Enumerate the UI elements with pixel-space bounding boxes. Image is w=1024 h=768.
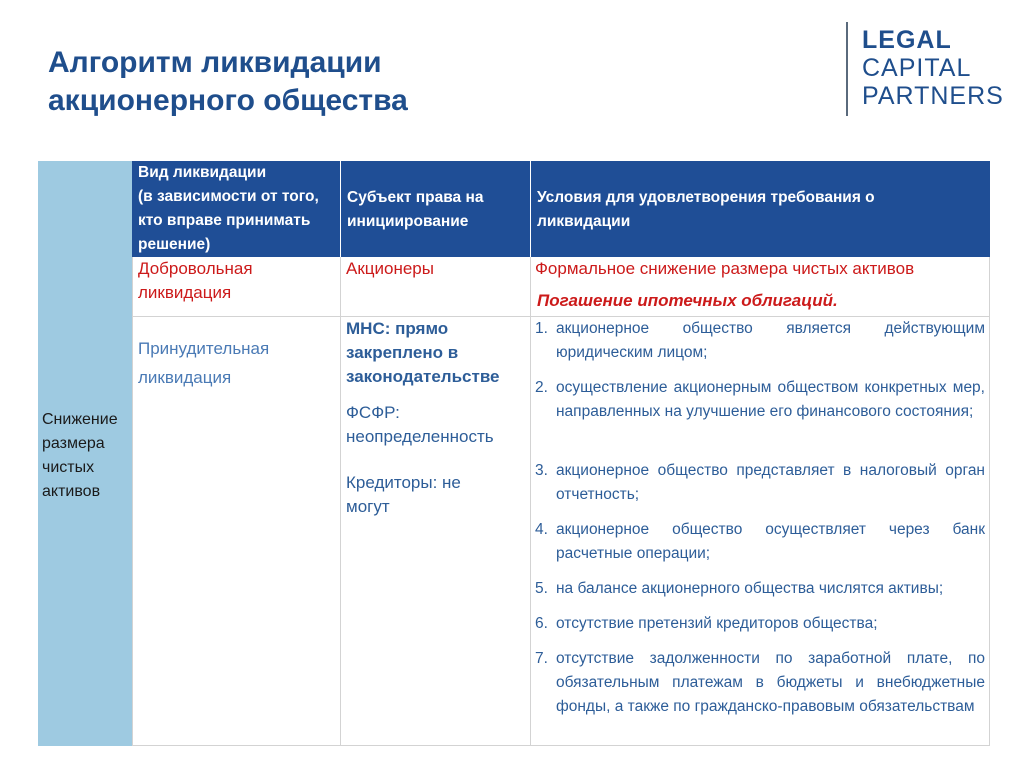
header-col3-line1: Условия для удовлетворения требования о: [537, 189, 875, 206]
header-initiator: [340, 161, 530, 257]
slide-title-line2: акционерного общества: [48, 84, 408, 117]
side-label-line1: Снижение: [42, 411, 118, 428]
liquidation-table: [38, 161, 990, 746]
company-logo: [846, 22, 1004, 116]
header-col3-line2: ликвидации: [537, 213, 631, 230]
row1-condition-cell: [530, 257, 990, 317]
creditors-subject: [346, 471, 461, 519]
list-item-text: осуществление акционерным обществом конкретных мер, направленных на улучшение его финансового состояния;: [556, 379, 985, 420]
header-conditions: [530, 161, 990, 257]
mns-subject: [346, 317, 500, 389]
row2-type-cell: [132, 317, 341, 746]
list-item-text: акционерное общество представляет в налоговый орган отчетность;: [556, 462, 985, 503]
row2-type-line1: Принудительная: [138, 339, 270, 358]
fsfr-line1: ФСФР:: [346, 403, 400, 422]
header-col1-line1: Вид ликвидации: [138, 164, 267, 181]
side-label: [42, 408, 130, 504]
fsfr-subject: [346, 401, 494, 449]
list-item-text: акционерное общество осуществляет через банк расчетные операции;: [556, 521, 985, 562]
row1-type-line2: ликвидация: [138, 283, 232, 302]
row1-type-cell: [132, 257, 341, 317]
list-item-number: 7.: [535, 650, 548, 667]
fsfr-line2: неопределенность: [346, 427, 494, 446]
row2-subject-cell: [340, 317, 531, 746]
creditors-line2: могут: [346, 497, 390, 516]
row1-type-line1: Добровольная: [138, 259, 253, 278]
list-item-number: 2.: [535, 379, 548, 396]
header-col2-line1: Субъект права на: [347, 189, 484, 206]
side-column: [38, 161, 133, 746]
logo-line1: LEGAL: [862, 26, 952, 54]
header-liquidation-type: [132, 161, 340, 257]
side-label-line2: размера: [42, 435, 105, 452]
row2-type-line2: ликвидация: [138, 368, 232, 387]
mns-line1: МНС: прямо: [346, 319, 449, 338]
list-item-number: 3.: [535, 462, 548, 479]
list-item-text: отсутствие претензий кредиторов общества;: [556, 615, 878, 632]
logo-line3: PARTNERS: [862, 82, 1004, 110]
creditors-line1: Кредиторы: не: [346, 473, 461, 492]
row1-subject-cell: [340, 257, 531, 317]
slide-title-line1: Алгоритм ликвидации: [48, 46, 382, 79]
side-label-line4: активов: [42, 483, 101, 500]
list-item: [535, 518, 985, 566]
mns-line3: законодательстве: [346, 367, 500, 386]
header-col1-line3: кто вправе принимать: [138, 212, 311, 229]
row1-subject: Акционеры: [346, 259, 434, 278]
list-item-number: 4.: [535, 521, 548, 538]
list-item: [535, 459, 985, 507]
logo-line2: CAPITAL: [862, 54, 972, 82]
header-col2-line2: инициирование: [347, 213, 469, 230]
list-item: [535, 376, 985, 424]
header-col1-line2: (в зависимости от того,: [138, 188, 319, 205]
header-col1-line4: решение): [138, 236, 211, 253]
row1-condition-line1: Формальное снижение размера чистых активов: [535, 259, 915, 278]
row2-conditions-cell: [530, 317, 990, 746]
side-label-line3: чистых: [42, 459, 95, 476]
slide-title: [48, 44, 408, 120]
list-item-text: акционерное общество является действующим юридическим лицом;: [556, 320, 985, 361]
list-item: [535, 577, 985, 601]
mns-line2: закреплено в: [346, 343, 459, 362]
list-item: [535, 647, 985, 719]
list-item-number: 5.: [535, 580, 548, 597]
list-item-number: 6.: [535, 615, 548, 632]
list-item-text: на балансе акционерного общества числятся активы;: [556, 580, 944, 597]
list-item: [535, 612, 985, 636]
list-item: [535, 317, 985, 365]
list-item-number: 1.: [535, 320, 548, 337]
list-item-text: отсутствие задолженности по заработной плате, по обязательным платежам в бюджеты и внебюджетные фонды, а также по гражданско-правовым обязательствам: [556, 650, 985, 715]
row1-condition-line2: Погашение ипотечных облигаций.: [537, 291, 838, 310]
